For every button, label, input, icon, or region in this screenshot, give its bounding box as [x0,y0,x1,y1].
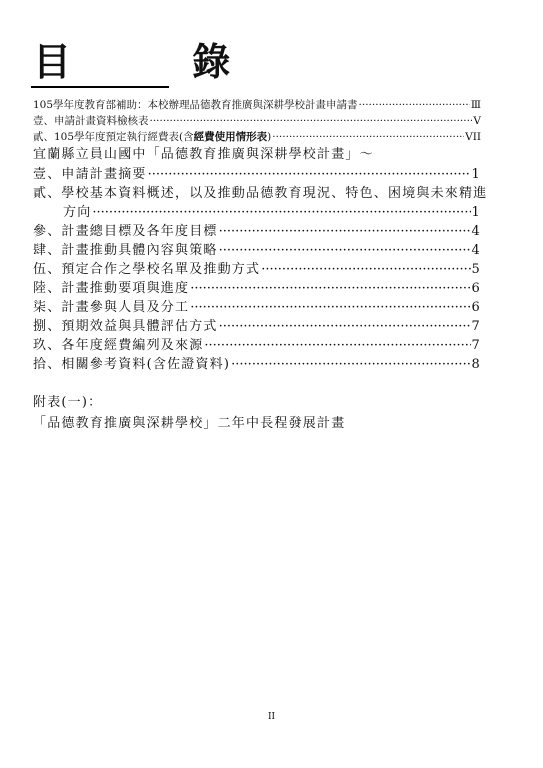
toc-page-number: 6 [471,300,481,315]
toc-page-number: 4 [471,224,481,239]
toc-leader-dots [272,129,464,145]
toc-label: 捌、預期效益與具體評估方式 [33,319,218,334]
toc-leader-dots [261,260,470,279]
toc-page-number: 1 [471,167,481,182]
toc-page-number: VII [465,131,481,143]
toc-label: 方向 [63,205,92,220]
page-title: 目 錄 [33,40,285,84]
toc-row-progress [33,279,481,298]
toc-row-school-profile [33,184,488,203]
toc-leader-dots [148,165,471,184]
toc-row-personnel [33,298,481,317]
toc-row-budget [33,129,481,145]
toc-label: 玖、各年度經費編列及來源 [33,338,204,353]
toc-label-part: 貳、105學年度預定執行經費表(含 [33,131,194,143]
toc-label: 參、計畫總目標及各年度目標 [33,224,218,239]
toc-page-number: 7 [471,338,481,353]
appendix-heading: 附表(一)： [33,395,103,410]
toc-row-evaluation [33,317,481,336]
toc-label: 柒、計畫參與人員及分工 [33,300,190,315]
toc-label: 伍、預定合作之學校名單及推動方式 [33,262,261,277]
title-underline [31,86,169,88]
toc-leader-dots [150,113,473,129]
appendix-item: 「品德教育推廣與深耕學校」二年中長程發展計畫 [33,416,346,431]
toc-leader-dots [219,222,471,241]
toc-label [33,129,271,145]
toc-label: 壹、申請計畫資料檢核表 [33,115,149,127]
toc-page-number: Ⅲ [470,99,481,111]
toc-leader-dots [204,336,470,355]
toc-row-school-profile-cont [33,203,481,222]
toc-row-partner-schools [33,260,481,279]
toc-leader-dots [190,298,470,317]
toc-leader-dots [359,97,470,113]
toc-leader-dots [190,279,470,298]
toc-row-application [33,97,481,113]
toc-label-part: ) [267,131,272,143]
toc-label: 陸、計畫推動要項與進度 [33,281,190,296]
page-number: II [267,712,276,722]
toc-page-number: 8 [471,357,481,372]
toc-row-references [33,355,481,374]
toc-row-summary [33,165,481,184]
appendix-section [33,393,345,435]
toc-page-number: 1 [471,205,481,220]
toc-label: 貳、學校基本資料概述，以及推動品德教育現況、特色、困境與未來精進 [33,186,488,201]
toc-page-number: 4 [471,243,481,258]
toc-label: 壹、申請計畫摘要 [33,167,147,182]
toc-row-funding [33,336,481,355]
toc-row-strategy [33,241,481,260]
toc-label: 肆、計畫推動具體內容與策略 [33,243,218,258]
toc-label: 105學年度教育部補助：本校辦理品德教育推廣與深耕學校計畫申請書 [33,99,358,111]
toc-label-bold-part: 經費使用情形表 [193,131,268,143]
plan-heading: 宜蘭縣立員山國中「品德教育推廣與深耕學校計畫」～ [33,147,374,162]
toc-row-goals [33,222,481,241]
toc-page-number: 6 [471,281,481,296]
toc-label: 拾、相關參考資料(含佐證資料) [33,357,231,372]
toc-page-number: 7 [471,319,481,334]
table-of-contents [33,97,488,374]
toc-row-checklist [33,113,481,129]
toc-page-number: 5 [471,262,481,277]
toc-leader-dots [92,203,470,222]
toc-leader-dots [219,241,471,260]
toc-leader-dots [219,317,471,336]
toc-page-number: V [473,115,481,127]
toc-leader-dots [231,355,470,374]
